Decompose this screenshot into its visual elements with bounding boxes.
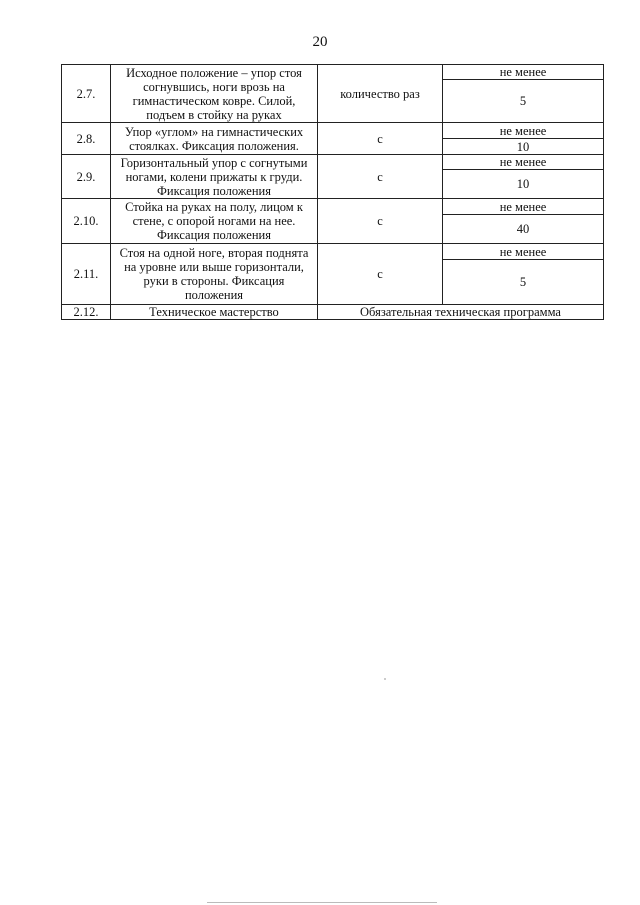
exercise-name: Стойка на руках на полу, лицом к стене, с опорой ногами на нее. Фиксация положения [111,199,318,244]
unit-cell: с [318,123,443,155]
row-number: 2.11. [62,244,111,305]
exercise-name: Горизонтальный упор с согнутыми ногами, колени прижаты к груди. Фиксация положения [111,155,318,199]
table-row [62,305,604,320]
exercise-name: Исходное положение – упор стоя согнувшись, ноги врозь на гимнастическом ковре. Силой, подъем в стойку на руках [111,65,318,123]
page-number: 20 [312,34,328,50]
standards-table [61,64,604,320]
value-cell: 40 [443,215,604,244]
exercise-name: Упор «углом» на гимнастических стоялках. Фиксация положения. [111,123,318,155]
unit-cell: с [318,155,443,199]
exercise-name: Техническое мастерство [111,305,318,320]
condition-cell: не менее [443,155,604,170]
unit-cell: количество раз [318,65,443,123]
condition-cell: не менее [443,199,604,215]
exercise-name: Стоя на одной ноге, вторая поднята на уровне или выше горизонтали, руки в стороны. Фиксация положения [111,244,318,305]
value-cell: 10 [443,139,604,155]
row-number: 2.10. [62,199,111,244]
value-cell: 5 [443,260,604,305]
scan-speck [384,678,386,680]
scan-edge-line [207,902,437,903]
table-row [62,199,604,215]
unit-cell: с [318,244,443,305]
table-row [62,123,604,139]
condition-cell: не менее [443,65,604,80]
condition-cell: не менее [443,123,604,139]
condition-cell: не менее [443,244,604,260]
value-cell: 5 [443,80,604,123]
table-row [62,244,604,260]
table-row [62,65,604,80]
row-number: 2.9. [62,155,111,199]
row-number: 2.12. [62,305,111,320]
value-cell: 10 [443,170,604,199]
row-number: 2.7. [62,65,111,123]
row-number: 2.8. [62,123,111,155]
table-row [62,155,604,170]
unit-cell: с [318,199,443,244]
program-cell: Обязательная техническая программа [318,305,604,320]
